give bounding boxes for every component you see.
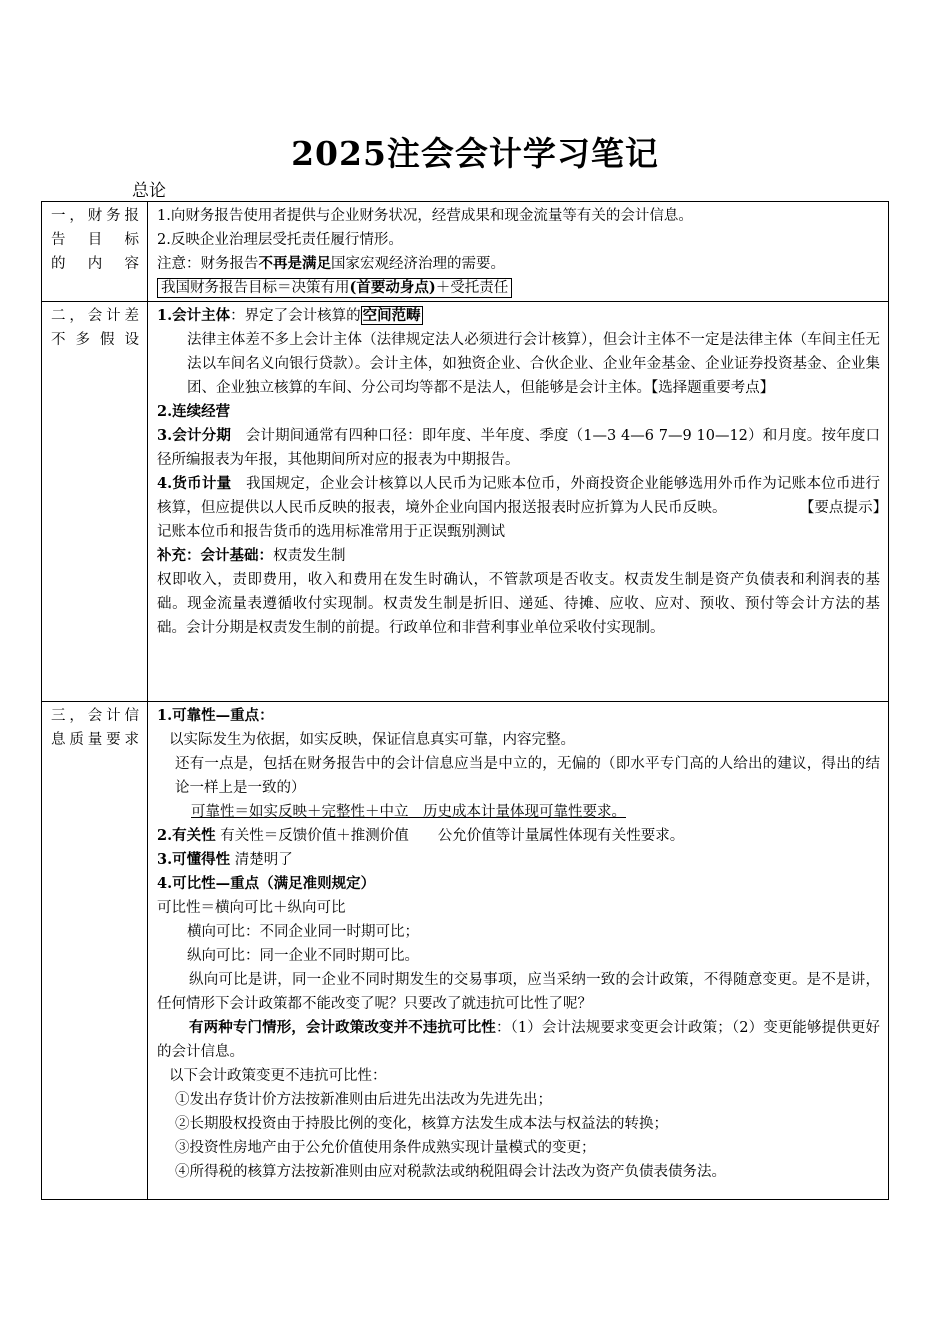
paragraph (157, 472, 880, 544)
text: ：（1）会计法规要求变更会计政策；（2）变更能够提供更好的会计信息。 (157, 1020, 881, 1060)
paragraph: 以实际发生为依据，如实反映，保证信息真实可靠，内容完整。 (169, 732, 575, 748)
text: 清楚明了 (230, 852, 293, 868)
paragraph: 权即收入，责即费用，收入和费用在发生时确认，不管款项是否收支。权责发生制是资产负债表和利润表的基础。现金流量表遵循收付实现制。权责发生制是折旧、递延、待摊、应收、应对、预收、预付等会计方法的基础。会计分期是权责发生制的前提。行政单位和非营利事业单位采收付实现制。 (157, 572, 880, 636)
emphasis: (首要动身点) (349, 279, 436, 296)
row-content (148, 702, 889, 1200)
table-row (42, 202, 889, 302)
emphasis: 补充：会计基础： (157, 547, 273, 564)
table-row (42, 302, 889, 702)
paragraph: 还有一点是，包括在财务报告中的会计信息应当是中立的，无偏的（即水平专门高的人给出的建议，得出的结论一样上是一致的） (175, 756, 880, 796)
paragraph: 以下会计政策变更不违抗可比性： (169, 1068, 387, 1084)
text: ＋受托责任 (435, 280, 509, 296)
table-row (42, 702, 889, 1200)
paragraph (157, 848, 880, 872)
paragraph: 纵向可比：同一企业不同时期可比。 (187, 948, 419, 964)
note-paragraph (157, 252, 880, 276)
text: 我国财务报告目标＝决策有用 (161, 280, 350, 296)
label-line: 息质量要求 (51, 732, 139, 748)
section-title: 总论 (132, 181, 166, 201)
label-line: 三，会计信 (51, 708, 139, 724)
emphasis: 有两种专门情形，会计政策改变并不违抗可比性 (189, 1019, 496, 1036)
text: 国家宏观经济治理的需要。 (331, 256, 505, 272)
notes-table (41, 201, 889, 1200)
text: 注意：财务报告 (157, 256, 259, 272)
paragraph: 纵向可比是讲，同一企业不同时期发生的交易事项，应当采纳一致的会计政策，不得随意变更。是不是讲，任何情形下会计政策都不能改变了呢？只要改了就违抗可比性了呢？ (157, 972, 880, 1012)
underlined-text: 可靠性＝如实反映＋完整性＋中立 历史成本计量体现可靠性要求。 (191, 804, 626, 820)
heading (157, 400, 880, 424)
emphasis: 不再是满足 (258, 255, 331, 272)
list-item: ④所得税的核算方法按新准则由应对税款法或纳税阻碍会计法改为资产负债表债务法。 (175, 1164, 726, 1180)
text: ：界定了会计核算的 (230, 308, 361, 324)
paragraph: 法律主体差不多上会计主体（法律规定法人必须进行会计核算），但会计主体不一定是法律主体（车间主任无法以车间名义向银行贷款）。会计主体，如独资企业、合伙企业、企业年金基金、企业证券投资基金、企业集团、企业独立核算的车间、分公司均等都不是法人，但能够是会计主体。【选择题重要考点】 (187, 332, 880, 396)
label-line: 的内容 (51, 256, 139, 272)
label-line: 不多假设 (51, 332, 139, 348)
emphasis: 1.会计主体 (157, 307, 231, 324)
paragraph (157, 800, 880, 824)
row-content (148, 202, 889, 302)
emphasis: 3.会计分期 (157, 427, 232, 444)
row-label (42, 302, 148, 702)
emphasis: 2.有关性 (157, 827, 216, 844)
heading (157, 872, 880, 896)
text: 有关性＝反馈价值＋推测价值 公允价值等计量属性体现有关性要求。 (215, 828, 685, 844)
emphasis: 4.货币计量 (157, 475, 232, 492)
paragraph (157, 1016, 880, 1064)
row-label (42, 202, 148, 302)
text: 我国规定，企业会计核算以人民币为记账本位币，外商投资企业能够选用外币作为记账本位币进行核算，但应提供以人民币反映的报表，境外企业向国内报送报表时应折算为人民币反映。 【要点提示】记账本位币和报告货币的选用标准常用于正误甄别测试 (157, 476, 880, 540)
emphasis: 3.可懂得性 (157, 851, 231, 868)
list-item: ②长期股权投资由于持股比例的变化，核算方法发生成本法与权益法的转换； (175, 1116, 668, 1132)
boxed-formula (157, 276, 880, 300)
label-line: 一，财务报 (51, 208, 139, 224)
supplement (157, 544, 880, 568)
list-item: ③投资性房地产由于公允价值使用条件成熟实现计量模式的变更； (175, 1140, 596, 1156)
text: 会计期间通常有四种口径：即年度、半年度、季度（1—3 4—6 7—9 10—12）和月度。按年度口径所编报表为年报，其他期间所对应的报表为中期报告。 (157, 428, 881, 468)
list-item: ①发出存货计价方法按新准则由后进先出法改为先进先出； (175, 1092, 552, 1108)
heading (157, 704, 880, 728)
emphasis: 1.可靠性—重点： (157, 707, 274, 724)
paragraph (157, 424, 880, 472)
paragraph: 横向可比：不同企业同一时期可比； (187, 924, 419, 940)
heading (157, 304, 880, 328)
row-label (42, 702, 148, 1200)
emphasis: 2.连续经营 (157, 403, 231, 420)
paragraph (157, 824, 880, 848)
document-title: 2025注会会计学习笔记 (291, 134, 659, 173)
paragraph: 2.反映企业治理层受托责任履行情形。 (157, 232, 403, 248)
row-content (148, 302, 889, 702)
paragraph: 可比性＝横向可比＋纵向可比 (157, 900, 346, 916)
paragraph: 1.向财务报告使用者提供与企业财务状况，经营成果和现金流量等有关的会计信息。 (157, 208, 693, 224)
text: 权责发生制 (273, 548, 346, 564)
label-line: 二，会计差 (51, 308, 139, 324)
label-line: 告 目 标 (51, 232, 139, 248)
emphasis: 4.可比性—重点（满足准则规定） (157, 875, 376, 892)
boxed-term: 空间范畴 (362, 307, 421, 324)
